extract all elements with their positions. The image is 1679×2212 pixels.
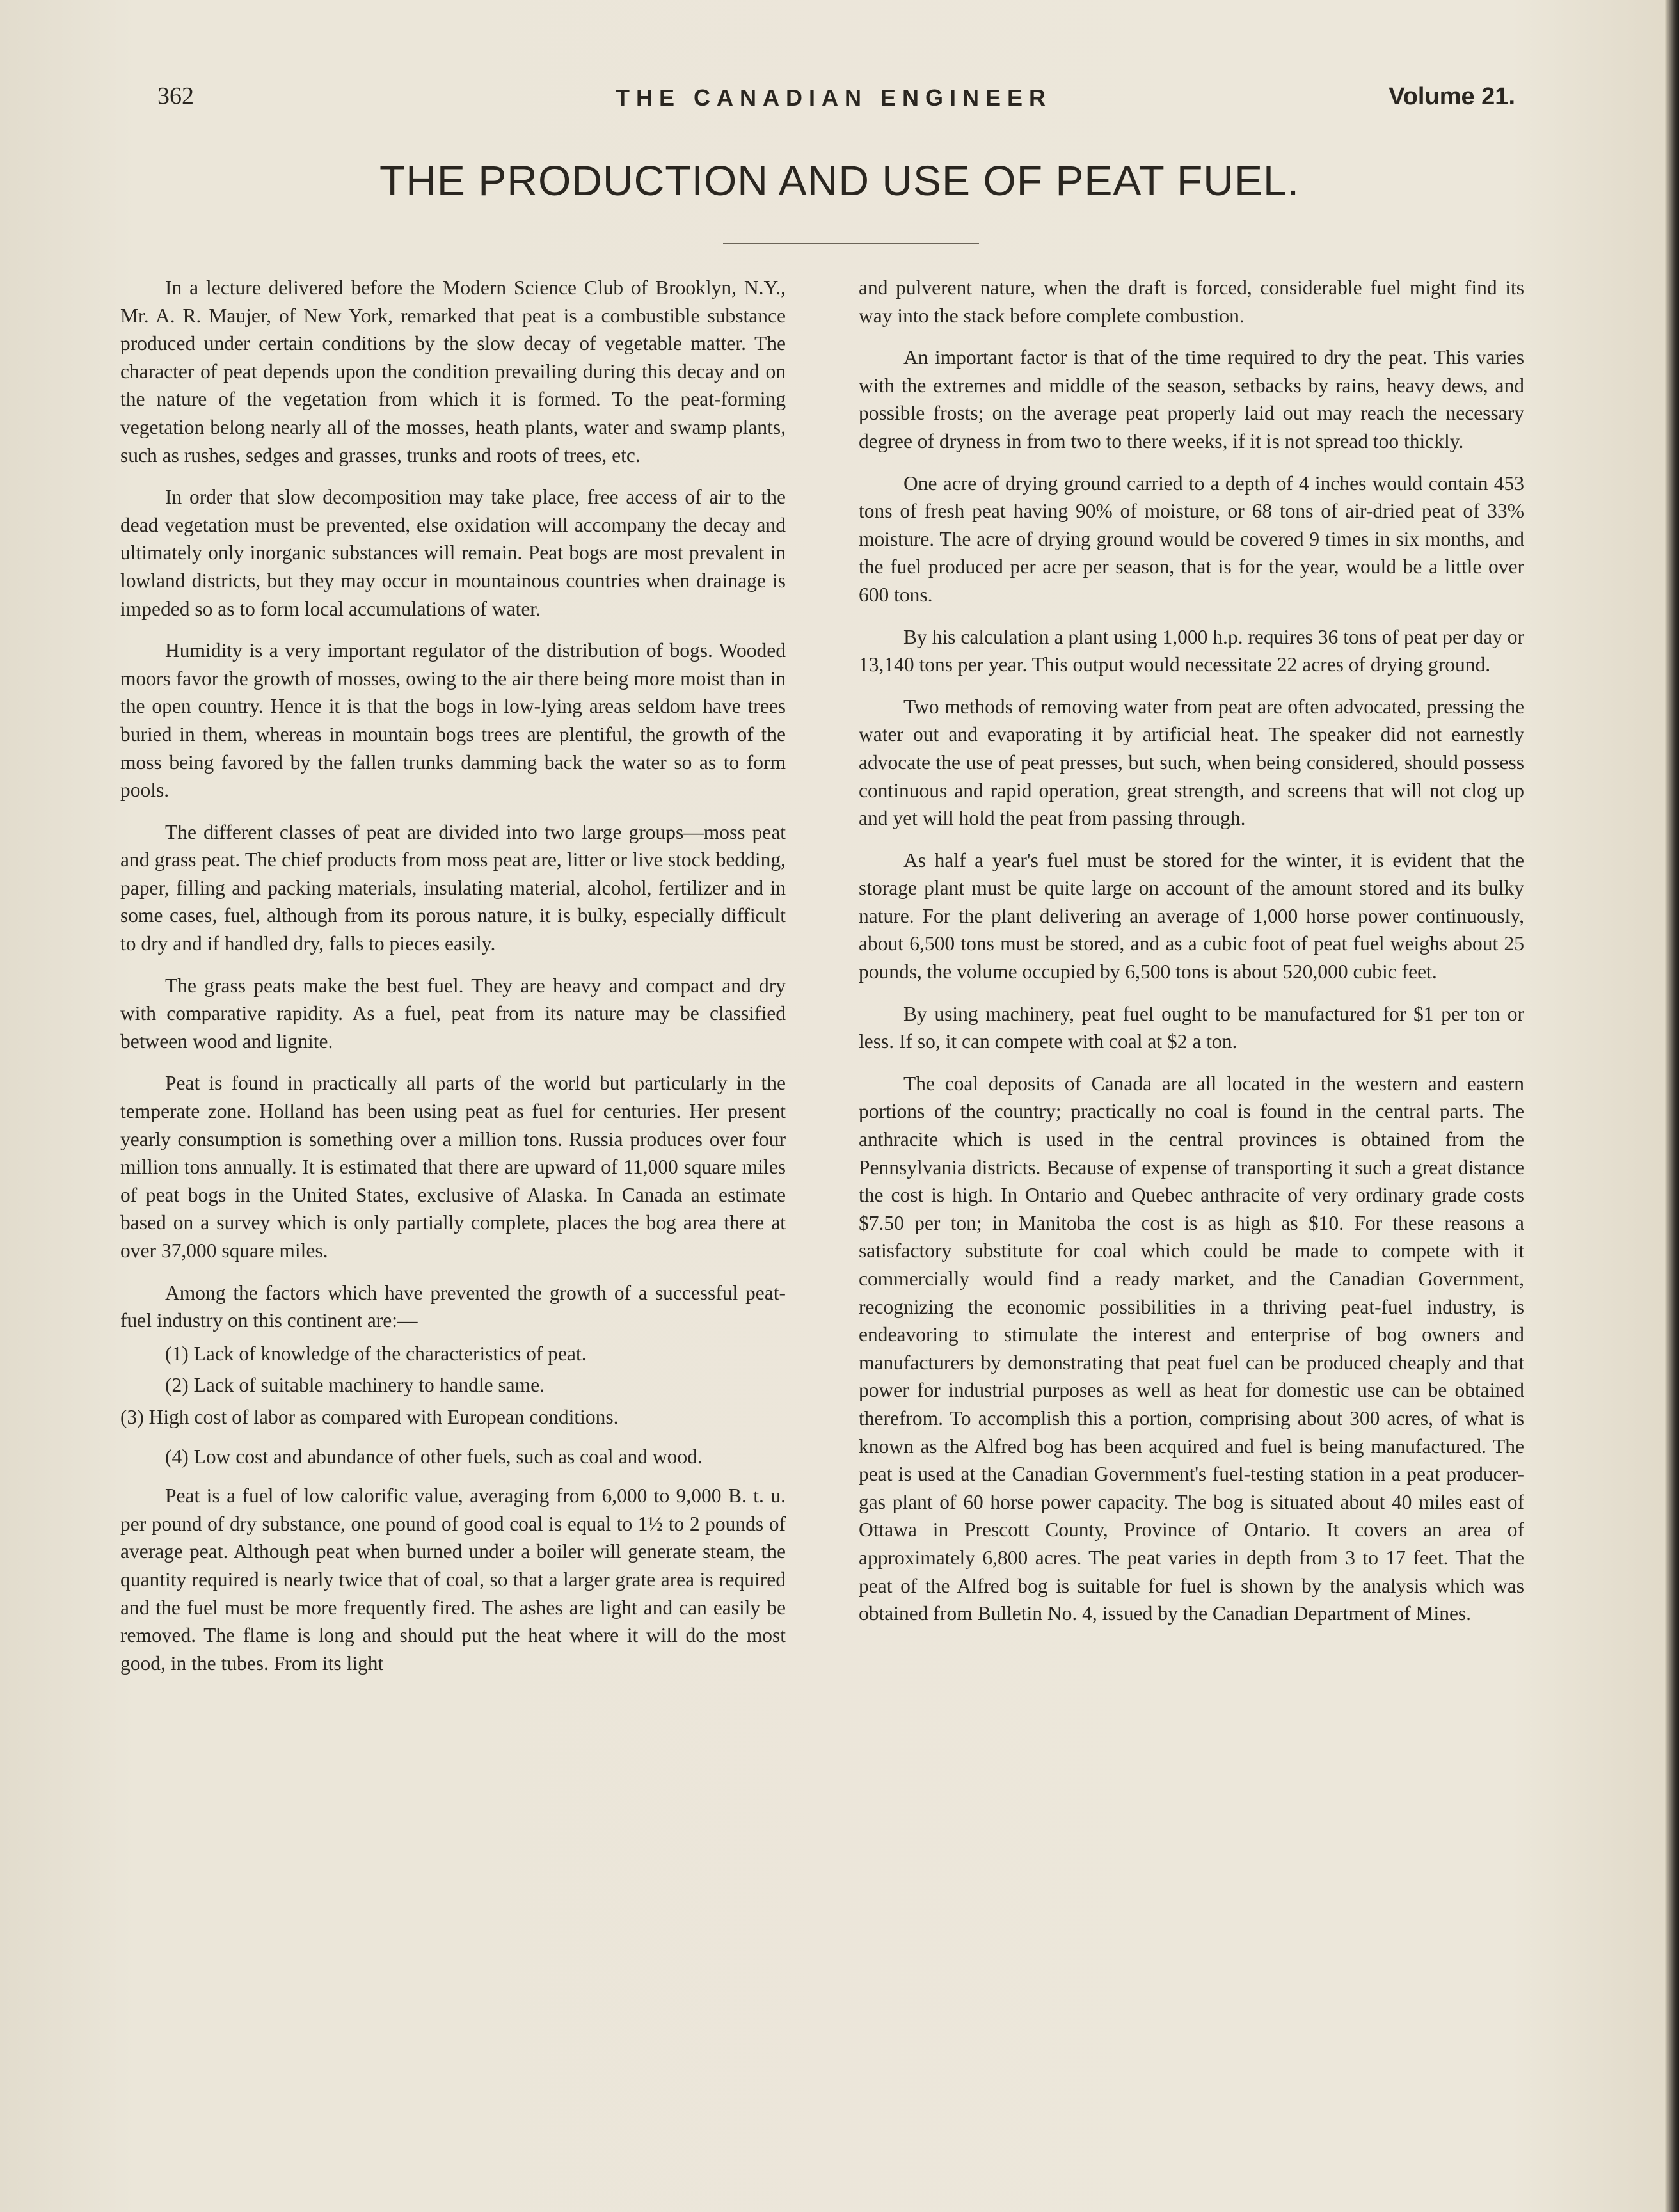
paragraph: and pulverent nature, when the draft is forced, considerable fuel might find its way into the stack before complete combustion. xyxy=(859,276,1524,327)
paragraph: The different classes of peat are divided into two large groups—moss peat and grass peat. The chief products from moss peat are, litter or live stock bedding, paper, filling and packing materials, insulating material, alcohol, fertilizer and in some cases, fuel, although from its porous nature, it is bulky, especially difficult to dry and if handled dry, falls to pieces easily. xyxy=(120,820,786,955)
article-title: THE PRODUCTION AND USE OF PEAT FUEL. xyxy=(379,157,1300,204)
paragraph: Peat is a fuel of low calorific value, averaging from 6,000 to 9,000 B. t. u. per pound of dry substance, one pound of good coal is equal to 1½ to 2 pounds of average peat. Although peat when burned under a boiler will generate steam, the quantity required is nearly twice that of coal, so that a larger grate area is required and the fuel must be more frequently fired. The ashes are light and can easily be removed. The flame is long and should put the heat where it will do the most good, in the tubes. From its light xyxy=(120,1484,786,1675)
paragraph: Peat is found in practically all parts of the world but particularly in the temperate zone. Holland has been using peat as fuel for centuries. Her present yearly consumption is something over a million tons. Russia produces over four million tons annually. It is estimated that there are upward of 11,000 square miles of peat bogs in the United States, exclusive of Alaska. In Canada an estimate based on a survey which is only partially complete, places the bog area there at over 37,000 square miles. xyxy=(120,1072,786,1262)
list-item: (2) Lack of suitable machinery to handle same. xyxy=(165,1374,545,1397)
paragraph: The grass peats make the best fuel. They are heavy and compact and dry with comparative rapidity. As a fuel, peat from its nature may be classified between wood and lignite. xyxy=(120,974,786,1053)
paragraph: The coal deposits of Canada are all located in the western and eastern portions of the country; practically no coal is found in the central parts. The anthracite which is used in the central provinces is obtained from the Pennsylvania districts. Because of expense of transporting it such a great distance the cost is high. In Ontario and Quebec anthracite of very ordinary grade costs $7.50 per ton; in Manitoba the cost is as high as $10. For these reasons a satisfactory substitute for coal which could be made to compete with it commercially would find a ready market, and the Canadian Government, recognizing the economic possibilities in a thriving peat-fuel industry, is endeavoring to stimulate the interest and enterprise of bog owners and manufacturers by demonstrating that peat fuel can be produced cheaply and that power for industrial purposes as well as heat for domestic use can be obtained therefrom. To accomplish this a portion, comprising about 300 acres, of what is known as the Alfred bog has been acquired and fuel is being manufactured. The peat is used at the Canadian Government's fuel-testing station in a peat producer-gas plant of 60 horse power capacity. The bog is situated about 40 miles east of Ottawa in Prescott County, Province of Ontario. It covers an area of approximately 6,800 acres. The peat varies in depth from 3 to 17 feet. That the peat of the Alfred bog is suitable for fuel is shown by the analysis which was obtained from Bulletin No. 4, issued by the Canadian Department of Mines. xyxy=(859,1072,1524,1625)
list-item: (1) Lack of knowledge of the characteristics of peat. xyxy=(165,1342,587,1365)
title-divider xyxy=(723,243,979,244)
paragraph: Two methods of removing water from peat are often advocated, pressing the water out and evaporating it by artificial heat. The speaker did not earnestly advocate the use of peat presses, but such, when being considered, should possess continuous and rapid operation, great strength, and screens that will not clog up and yet will hold the peat from passing through. xyxy=(859,695,1524,830)
paragraph: Humidity is a very important regulator of the distribution of bogs. Wooded moors favor the growth of mosses, owing to the air there being more moist than in the open country. Hence it is that the bogs in low-lying areas seldom have trees buried in them, whereas in mountain bogs trees are plentiful, the growth of the moss being favored by the fallen trunks damming back the water so as to form pools. xyxy=(120,639,786,802)
paragraph: One acre of drying ground carried to a depth of 4 inches would contain 453 tons of fresh peat having 90% of moisture, or 68 tons of air-dried peat of 33% moisture. The acre of drying ground would be covered 9 times in six months, and the fuel produced per acre per season, that is for the year, would be a little over 600 tons. xyxy=(859,472,1524,606)
journal-name: THE CANADIAN ENGINEER xyxy=(615,84,1053,111)
left-column xyxy=(120,274,786,1691)
page-number: 362 xyxy=(157,83,194,109)
list-item: (4) Low cost and abundance of other fuels, such as coal and wood. xyxy=(165,1445,703,1468)
paragraph: Among the factors which have prevented the growth of a successful peat-fuel industry on this continent are:— xyxy=(120,1281,786,1332)
paragraph: As half a year's fuel must be stored for the winter, it is evident that the storage plant must be quite large on account of the amount stored and its bulky nature. For the plant delivering an average of 1,000 horse power continuously, about 6,500 tons must be stored, and as a cubic foot of peat fuel weighs about 25 pounds, the volume occupied by 6,500 tons is about 520,000 cubic feet. xyxy=(859,848,1524,983)
right-column xyxy=(859,274,1524,1642)
paragraph: An important factor is that of the time required to dry the peat. This varies with the extremes and middle of the season, setbacks by rains, heavy dews, and possible frosts; on the average peat properly laid out may reach the necessary degree of dryness in from two to there weeks, if it is not spread too thickly. xyxy=(859,346,1524,452)
page-edge-shadow xyxy=(1665,0,1679,2212)
paragraph: In a lecture delivered before the Modern Science Club of Brooklyn, N.Y., Mr. A. R. Maujer, of New York, remarked that peat is a combustible substance produced under certain conditions by the slow decay of vegetable matter. The character of peat depends upon the condition prevailing during this decay and on the nature of the vegetation from which it is formed. To the peat-forming vegetation belong nearly all of the mosses, heath plants, water and swamp plants, such as rushes, sedges and grasses, trunks and roots of trees, etc. xyxy=(120,276,786,466)
paragraph: By his calculation a plant using 1,000 h.p. requires 36 tons of peat per day or 13,140 tons per year. This output would necessitate 22 acres of drying ground. xyxy=(859,625,1524,676)
paragraph: In order that slow decomposition may take place, free access of air to the dead vegetation must be prevented, else oxidation will accompany the decay and ultimately only inorganic substances will remain. Peat bogs are most prevalent in lowland districts, but they may occur in mountainous countries when drainage is impeded so as to form local accumulations of water. xyxy=(120,486,786,620)
list-item: (3) High cost of labor as compared with European conditions. xyxy=(120,1405,619,1428)
volume-label: Volume 21. xyxy=(1389,83,1515,110)
running-header xyxy=(152,82,1515,120)
paragraph: By using machinery, peat fuel ought to be manufactured for $1 per ton or less. If so, it can compete with coal at $2 a ton. xyxy=(859,1002,1524,1053)
